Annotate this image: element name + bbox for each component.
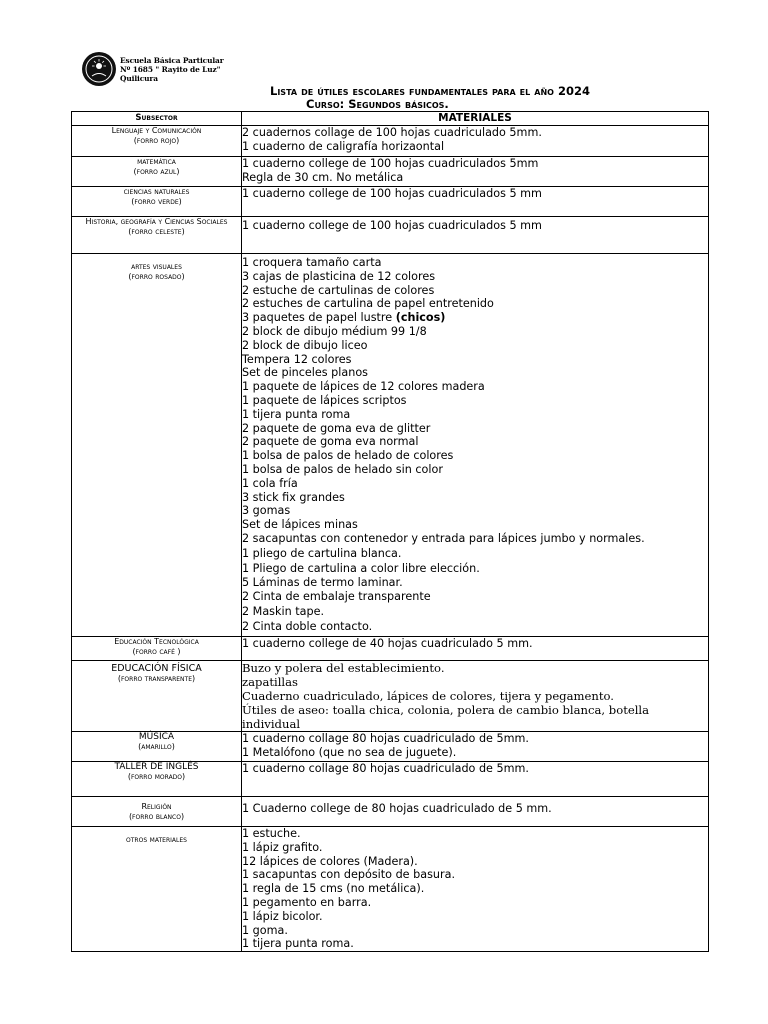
subject-cell: Historia, geografía y Ciencias Sociales (forro celeste) bbox=[72, 217, 242, 254]
school-logo bbox=[82, 52, 224, 86]
materials-cell bbox=[242, 254, 709, 637]
subject-cell: matemática (forro azul) bbox=[72, 157, 242, 187]
list-item: 1 cuaderno de caligrafía horizaontal bbox=[242, 139, 445, 153]
document-title: Lista de útiles escolares fundamentales para el año 2024 bbox=[270, 84, 590, 98]
materiales-header: MATERIALES bbox=[242, 112, 709, 126]
list-item: 1 cuaderno college de 40 hojas cuadriculado 5 mm. bbox=[242, 637, 533, 650]
list-item: 3 stick fix grandes bbox=[242, 490, 345, 504]
list-item: 1 bolsa de palos de helado de colores bbox=[242, 449, 454, 463]
materials-cell bbox=[242, 661, 709, 732]
materials-cell bbox=[242, 762, 709, 797]
list-item: 1 cola fría bbox=[242, 476, 298, 490]
list-item: Útiles de aseo: toalla chica, colonia, polera de cambio blanca, botella individual bbox=[242, 703, 650, 731]
list-item: 1 Cuaderno college de 80 hojas cuadriculado de 5 mm. bbox=[242, 802, 552, 815]
list-item: 1 Pliego de cartulina a color libre elección. bbox=[242, 561, 480, 575]
list-item: 5 Láminas de termo laminar. bbox=[242, 576, 403, 590]
list-item: 2 paquete de goma eva normal bbox=[242, 435, 419, 449]
table-row bbox=[72, 661, 709, 732]
list-item: 1 pliego de cartulina blanca. bbox=[242, 546, 402, 560]
list-item: 1 lápiz bicolor. bbox=[242, 909, 323, 923]
list-item: 1 croquera tamaño carta bbox=[242, 256, 382, 269]
subject-cell: otros materiales bbox=[72, 827, 242, 952]
list-item: Cuaderno cuadriculado, lápices de colores, tijera y pegamento. bbox=[242, 689, 614, 703]
subsector-header: Subsector bbox=[72, 112, 242, 126]
subject-cell: artes visuales (forro rosado) bbox=[72, 254, 242, 637]
list-item: 2 paquete de goma eva de glitter bbox=[242, 421, 431, 435]
list-item: Tempera 12 colores bbox=[242, 352, 352, 366]
materials-cell bbox=[242, 827, 709, 952]
table-row bbox=[72, 217, 709, 254]
table-row bbox=[72, 187, 709, 217]
list-item: Regla de 30 cm. No metálica bbox=[242, 170, 404, 184]
list-item: zapatillas bbox=[242, 675, 298, 689]
list-item: 1 regla de 15 cms (no metálica). bbox=[242, 882, 425, 896]
table-row bbox=[72, 637, 709, 661]
subject-cell: EDUCACIÓN FÍSICA (forro transparente) bbox=[72, 661, 242, 732]
materials-cell bbox=[242, 126, 709, 157]
list-item: 1 paquete de lápices scriptos bbox=[242, 393, 407, 407]
list-item: 2 estuches de cartulina de papel entretenido bbox=[242, 297, 494, 311]
materials-cell bbox=[242, 732, 709, 762]
list-item: 3 paquetes de papel lustre (chicos) bbox=[242, 311, 446, 325]
list-item: 1 paquete de lápices de 12 colores madera bbox=[242, 380, 485, 394]
table-row bbox=[72, 126, 709, 157]
subject-cell: TALLER DE INGLÉS (forro morado) bbox=[72, 762, 242, 797]
table-header-row bbox=[72, 112, 709, 126]
school-name: Escuela Básica Particular Nº 1685 " Rayito de Luz" Quilicura bbox=[120, 55, 224, 83]
supplies-table bbox=[71, 111, 709, 952]
list-item: Buzo y polera del establecimiento. bbox=[242, 661, 445, 675]
list-item: 1 lápiz grafito. bbox=[242, 840, 323, 854]
table-row bbox=[72, 797, 709, 827]
subject-cell: ciencias naturales (forro verde) bbox=[72, 187, 242, 217]
list-item: 3 gomas bbox=[242, 504, 291, 518]
list-item: 2 estuche de cartulinas de colores bbox=[242, 283, 435, 297]
materials-cell bbox=[242, 187, 709, 217]
list-item: 2 block de dibujo médium 99 1/8 bbox=[242, 324, 427, 338]
materials-cell bbox=[242, 217, 709, 254]
subject-cell: Lenguaje y Comunicación (forro rojo) bbox=[72, 126, 242, 157]
list-item: 1 cuaderno college de 100 hojas cuadriculados 5 mm bbox=[242, 219, 542, 232]
list-item: 2 block de dibujo liceo bbox=[242, 338, 368, 352]
materials-cell bbox=[242, 157, 709, 187]
table-row bbox=[72, 254, 709, 637]
table-row bbox=[72, 762, 709, 797]
table-row bbox=[72, 827, 709, 952]
list-item: Set de pinceles planos bbox=[242, 366, 369, 380]
table-row bbox=[72, 732, 709, 762]
list-item: 1 cuaderno collage 80 hojas cuadriculado de 5mm. bbox=[242, 732, 529, 745]
list-item: 2 Cinta de embalaje transparente bbox=[242, 590, 431, 604]
materials-cell bbox=[242, 637, 709, 661]
subject-cell: Educación Tecnológica (forro café ) bbox=[72, 637, 242, 661]
list-item: 2 Cinta doble contacto. bbox=[242, 619, 373, 633]
list-item: 1 cuaderno college de 100 hojas cuadriculados 5 mm bbox=[242, 187, 542, 200]
list-item: 2 cuadernos collage de 100 hojas cuadriculado 5mm. bbox=[242, 126, 542, 139]
list-item: 1 goma. bbox=[242, 923, 288, 937]
list-item: Set de lápices minas bbox=[242, 518, 358, 532]
list-item: 3 cajas de plasticina de 12 colores bbox=[242, 269, 436, 283]
list-item: 2 Maskin tape. bbox=[242, 604, 325, 618]
list-item: 1 pegamento en barra. bbox=[242, 895, 372, 909]
document-subtitle: Curso: Segundos básicos. bbox=[306, 97, 449, 111]
subject-cell: Religión (forro blanco) bbox=[72, 797, 242, 827]
table-row bbox=[72, 157, 709, 187]
list-item: 1 tijera punta roma bbox=[242, 407, 351, 421]
list-item: 1 cuaderno college de 100 hojas cuadriculados 5mm bbox=[242, 157, 539, 170]
school-seal-icon bbox=[82, 52, 116, 86]
list-item: 12 lápices de colores (Madera). bbox=[242, 854, 418, 868]
materials-cell bbox=[242, 797, 709, 827]
list-item: 1 sacapuntas con depósito de basura. bbox=[242, 868, 455, 882]
list-item: 1 estuche. bbox=[242, 827, 301, 840]
subject-cell: MÚSICA (amarillo) bbox=[72, 732, 242, 762]
list-item: 1 cuaderno collage 80 hojas cuadriculado de 5mm. bbox=[242, 762, 529, 775]
list-item: 1 Metalófono (que no sea de juguete). bbox=[242, 745, 457, 759]
list-item: 1 tijera punta roma. bbox=[242, 937, 354, 951]
list-item: 2 sacapuntas con contenedor y entrada para lápices jumbo y normales. bbox=[242, 531, 645, 545]
list-item: 1 bolsa de palos de helado sin color bbox=[242, 462, 443, 476]
